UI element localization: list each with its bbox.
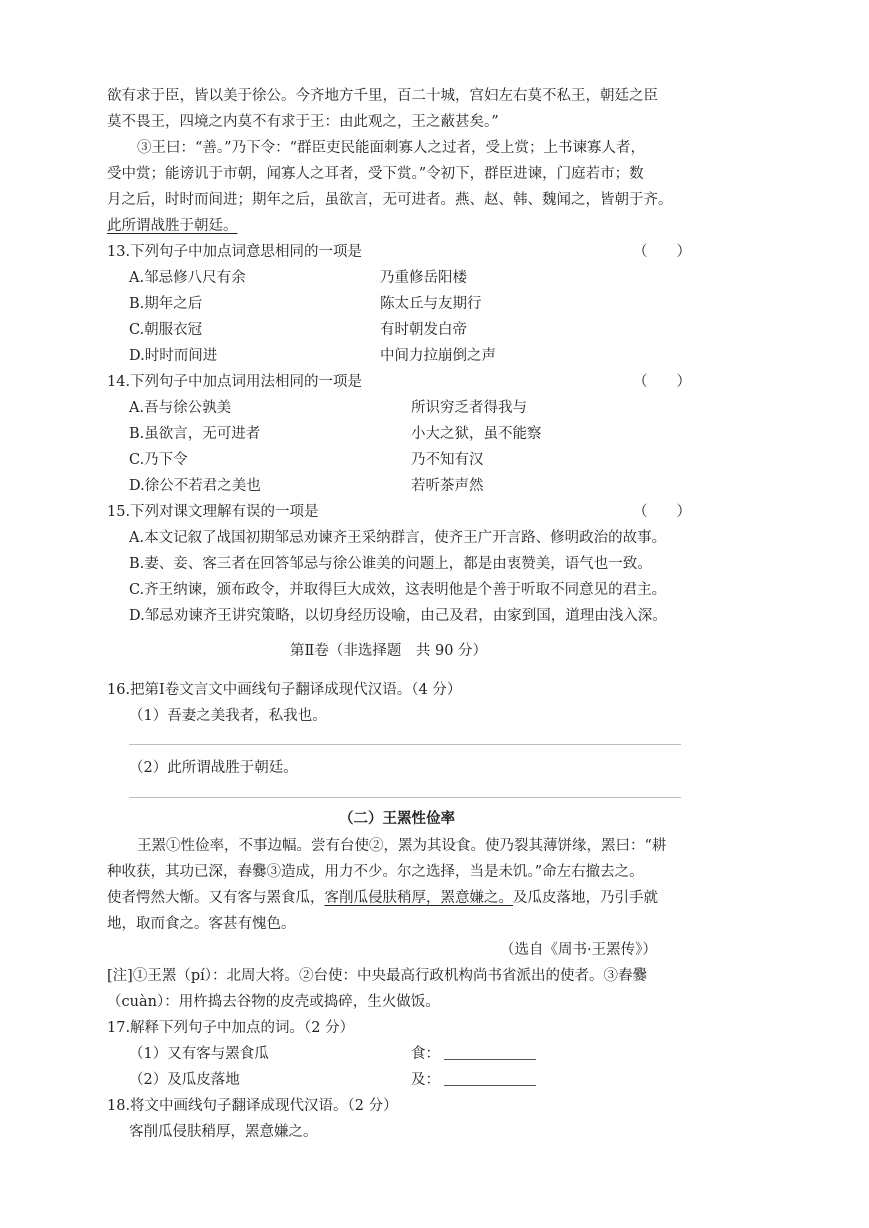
answer-parentheses: （ ） [633, 374, 691, 390]
sub-question: 客削瓜侵肤稍厚，罴意嫌之。 [129, 1124, 318, 1140]
passage-line: 地，取而食之。客甚有愧色。 [107, 916, 296, 932]
answer-line [129, 797, 681, 798]
option-d-right: 若听茶声然 [411, 478, 484, 494]
option-a: A.本文记叙了战国初期邹忌劝谏齐王采纳群言，使齐王广开言路、修明政治的故事。 [129, 530, 667, 546]
fill-blank [411, 1070, 536, 1090]
passage-line: 王罴①性俭率，不事边幅。尝有台使②，罴为其设食。使乃裂其薄饼缘，罴曰：“耕 [137, 838, 667, 854]
option-a-right: 乃重修岳阳楼 [380, 270, 467, 286]
option-c-left: C.乃下令 [129, 452, 188, 468]
question-16-stem: 16.把第Ⅰ卷文言文中画线句子翻译成现代汉语。（4 分） [107, 682, 462, 698]
option-c: C.齐王纳谏，颁布政令，并取得巨大成效，这表明他是个善于听取不同意见的君主。 [129, 582, 667, 598]
option-b-left: B.虽欲言，无可进者 [129, 426, 261, 442]
question-15-stem: 15.下列对课文理解有误的一项是 [107, 504, 319, 520]
fill-blank-label: 食： [411, 1046, 440, 1062]
sub-question: （2）及瓜皮落地 [129, 1072, 240, 1088]
option-b-right: 陈太丘与友期行 [380, 296, 482, 312]
passage-title: （二）王罴性俭率 [339, 811, 455, 827]
answer-parentheses: （ ） [633, 244, 691, 260]
sub-question: （2）此所谓战胜于朝廷。 [129, 760, 298, 776]
blank-line [444, 1071, 536, 1086]
answer-line [129, 744, 681, 745]
option-c-left: C.朝服衣冠 [129, 322, 203, 338]
source-citation: （选自《周书·王罴传》） [500, 942, 657, 958]
question-14-stem: 14.下列句子中加点词用法相同的一项是 [107, 374, 363, 390]
footnote: [注]①王罴（pí）：北周大将。②台使：中央最高行政机构尚书省派出的使者。③舂爨 [107, 968, 647, 984]
option-c-right: 有时朝发白帝 [380, 322, 467, 338]
option-a-right: 所识穷乏者得我与 [411, 400, 527, 416]
question-17-stem: 17.解释下列句子中加点的词。（2 分） [107, 1020, 355, 1036]
section-heading: 第Ⅱ卷（非选择题 共 90 分） [290, 643, 488, 659]
passage-line: 莫不畏王，四境之内莫不有求于王：由此观之，王之蔽甚矣。” [107, 114, 499, 130]
question-18-stem: 18.将文中画线句子翻译成现代汉语。（2 分） [107, 1098, 398, 1114]
answer-parentheses: （ ） [633, 504, 691, 520]
option-c-right: 乃不知有汉 [411, 452, 484, 468]
option-d-right: 中间力拉崩倒之声 [380, 348, 496, 364]
passage-text: 使者愕然大惭。又有客与罴食瓜， [107, 890, 325, 906]
fill-blank-label: 及： [411, 1072, 440, 1088]
underlined-sentence: 客削瓜侵肤稍厚，罴意嫌之。 [324, 890, 513, 906]
sub-question: （1）吾妻之美我者，私我也。 [129, 708, 327, 724]
option-a-left: A.吾与徐公孰美 [129, 400, 232, 416]
option-b-left: B.期年之后 [129, 296, 203, 312]
passage-line: 月之后，时时而间进；期年之后，虽欲言，无可进者。燕、赵、韩、魏闻之，皆朝于齐。 [107, 192, 673, 208]
option-b: B.妻、妾、客三者在回答邹忌与徐公谁美的问题上，都是由衷赞美，语气也一致。 [129, 556, 652, 572]
footnote: （cuàn）：用杵捣去谷物的皮壳或捣碎，生火做饭。 [107, 994, 440, 1010]
option-d-left: D.时时而间进 [129, 348, 218, 364]
question-13-stem: 13.下列句子中加点词意思相同的一项是 [107, 244, 363, 260]
option-d: D.邹忌劝谏齐王讲究策略，以切身经历设喻，由己及君，由家到国，道理由浅入深。 [129, 608, 667, 624]
option-d-left: D.徐公不若君之美也 [129, 478, 261, 494]
option-a-left: A.邹忌修八尺有余 [129, 270, 246, 286]
passage-line: 受中赏；能谤讥于市朝，闻寡人之耳者，受下赏。”令初下，群臣进谏，门庭若市；数 [107, 166, 644, 182]
passage-line: 欲有求于臣，皆以美于徐公。今齐地方千里，百二十城，宫妇左右莫不私王，朝廷之臣 [107, 88, 658, 104]
passage-line [107, 888, 658, 908]
option-b-right: 小大之狱，虽不能察 [411, 426, 542, 442]
passage-text: 及瓜皮落地，乃引手就 [513, 890, 658, 906]
passage-line: 种收获，其功已深，舂爨③造成，用力不少。尔之选择，当是未饥。”命左右撤去之。 [107, 864, 644, 880]
blank-line [444, 1045, 536, 1060]
passage-line: ③王曰：“善。”乃下令：“群臣吏民能面刺寡人之过者，受上赏；上书谏寡人者， [137, 140, 645, 156]
fill-blank [411, 1044, 536, 1064]
sub-question: （1）又有客与罴食瓜 [129, 1046, 269, 1062]
underlined-sentence: 此所谓战胜于朝廷。 [107, 218, 238, 234]
